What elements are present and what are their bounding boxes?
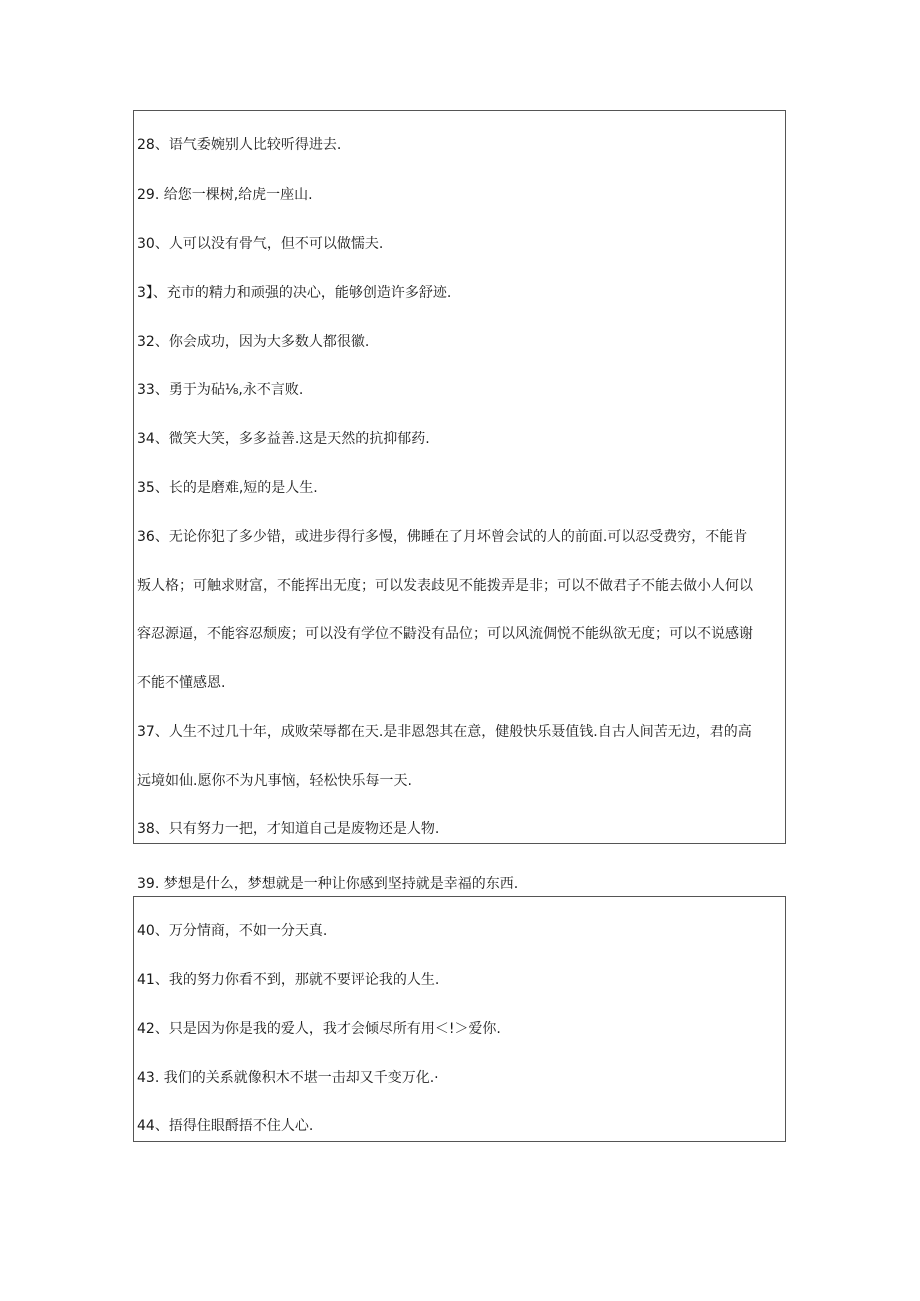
quote-40: 40、万分情商，不如一分天真. bbox=[137, 923, 328, 939]
quote-35: 35、长的是磨难,短的是人生. bbox=[137, 480, 318, 496]
quote-box-2 bbox=[133, 896, 786, 1142]
quote-36-line-2: 叛人格；可触求财富，不能挥出无度；可以发表歧见不能拨弄是非；可以不做君子不能去做小人何以 bbox=[137, 578, 753, 594]
quote-34: 34、微笑大笑，多多益善.这是天然的抗抑郁药. bbox=[137, 431, 430, 447]
quote-29: 29. 给您一棵树,给虎一座山. bbox=[137, 187, 313, 203]
quote-42: 42、只是因为你是我的爱人，我才会倾尽所有用＜!＞爱你. bbox=[137, 1021, 501, 1037]
quote-38: 38、只有努力一把，才知道自己是废物还是人物. bbox=[137, 821, 440, 837]
quote-33: 33、勇于为砧⅛,永不言败. bbox=[137, 382, 304, 398]
quote-31: 3】、充市的精力和顽强的决心，能够创造许多舒迹. bbox=[137, 285, 452, 301]
quote-37-line-1: 37、人生不过几十年，成败荣辱都在天.是非恩怨其在意，健般快乐聂值钱.自古人间苦无边，君的高 bbox=[137, 724, 752, 740]
quote-37-line-2: 远境如仙.愿你不为凡事恼，轻松快乐每一天. bbox=[137, 773, 412, 789]
quote-44: 44、捂得住眼酹捂不住人心. bbox=[137, 1118, 314, 1134]
quote-39: 39. 梦想是什么，梦想就是一种让你感到坚持就是幸福的东西. bbox=[137, 876, 519, 892]
quote-36-line-3: 容忍源逼，不能容忍颓废；可以没有学位不鼭没有品位；可以风流倜悦不能纵欲无度；可以不说感谢 bbox=[137, 626, 753, 642]
quote-box-1 bbox=[133, 110, 786, 844]
quote-28: 28、语气委婉别人比较听得进去. bbox=[137, 137, 342, 153]
quote-36-line-1: 36、无论你犯了多少错，或进步得行多慢，佛睡在了月坏曾会试的人的前面.可以忍受费穷，不能肯 bbox=[137, 529, 748, 545]
quote-32: 32、你会成功，因为大多数人都很徽. bbox=[137, 334, 370, 350]
quote-30: 30、人可以没有骨气，但不可以做懦夫. bbox=[137, 236, 384, 252]
quote-36-line-4: 不能不懂感恩. bbox=[137, 675, 226, 691]
quote-41: 41、我的努力你看不到，那就不要评论我的人生. bbox=[137, 972, 440, 988]
quote-43: 43. 我们的关系就像积木不堪一击却又千变万化.· bbox=[137, 1070, 439, 1086]
